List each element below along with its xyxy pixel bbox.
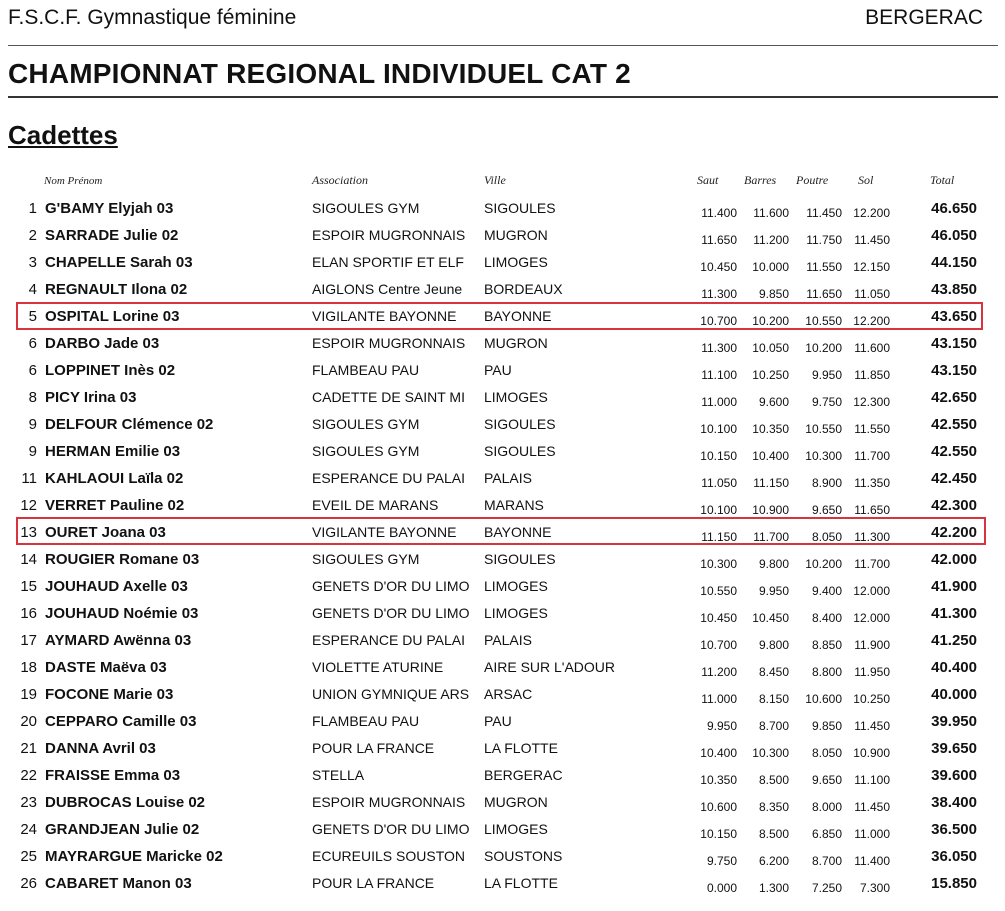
cell-association: EVEIL DE MARANS [312,497,439,513]
cell-rank: 9 [28,443,37,460]
cell-name: SARRADE Julie 02 [45,227,179,244]
cell-barres: 10.450 [752,611,789,625]
column-header-total: Total [930,173,955,187]
cell-ville: AIRE SUR L'ADOUR [484,659,616,675]
cell-name: DUBROCAS Louise 02 [45,794,206,811]
cell-ville: SIGOULES [484,443,556,459]
cell-association: SIGOULES GYM [312,551,420,567]
page-title: CHAMPIONNAT REGIONAL INDIVIDUEL CAT 2 [8,58,631,89]
cell-sol: 11.400 [854,854,890,868]
table-row [0,333,1005,360]
cell-rank: 17 [20,632,37,649]
cell-barres: 9.950 [758,584,789,598]
cell-association: ESPERANCE DU PALAI [312,632,466,648]
cell-poutre: 8.700 [811,854,842,868]
cell-total: 15.850 [931,875,977,892]
cell-poutre: 9.750 [811,395,842,409]
cell-ville: SIGOULES [484,551,556,567]
cell-rank: 5 [28,308,37,325]
cell-sol: 11.950 [854,665,890,679]
cell-ville: SIGOULES [484,416,556,432]
column-header-association: Association [312,173,368,187]
cell-association: FLAMBEAU PAU [312,362,420,378]
cell-rank: 23 [20,794,37,811]
cell-saut: 11.300 [701,287,737,301]
cell-ville: PAU [484,713,512,729]
cell-ville: BERGERAC [484,767,563,783]
cell-poutre: 7.250 [811,881,842,895]
cell-saut: 11.100 [701,368,737,382]
cell-ville: LA FLOTTE [484,875,558,891]
cell-barres: 10.400 [752,449,789,463]
cell-sol: 11.350 [854,476,890,490]
cell-ville: LIMOGES [484,578,548,594]
cell-sol: 11.100 [854,773,890,787]
cell-rank: 20 [20,713,37,730]
cell-name: FRAISSE Emma 03 [45,767,181,784]
cell-poutre: 10.600 [805,692,842,706]
cell-poutre: 9.850 [811,719,842,733]
table-row [0,468,1005,495]
cell-total: 43.850 [931,281,977,298]
cell-saut: 9.750 [706,854,737,868]
cell-association: ESPOIR MUGRONNAIS [312,227,466,243]
table-row [0,846,1005,873]
cell-total: 42.000 [931,551,977,568]
table-row [0,603,1005,630]
table-row [0,360,1005,387]
cell-saut: 10.450 [700,260,737,274]
cell-ville: MUGRON [484,794,548,810]
table-row [0,576,1005,603]
table-row [0,549,1005,576]
cell-rank: 24 [20,821,37,838]
cell-saut: 11.000 [701,692,737,706]
cell-total: 39.600 [931,767,977,784]
cell-name: AYMARD Awënna 03 [45,632,192,649]
cell-rank: 8 [28,389,37,406]
cell-name: DELFOUR Clémence 02 [45,416,214,433]
cell-name: PICY Irina 03 [45,389,137,406]
cell-ville: PALAIS [484,470,532,486]
cell-total: 38.400 [931,794,977,811]
cell-association: POUR LA FRANCE [312,875,435,891]
cell-name: CABARET Manon 03 [45,875,192,892]
cell-association: VIOLETTE ATURINE [312,659,444,675]
table-row [0,792,1005,819]
cell-total: 42.550 [931,416,977,433]
cell-sol: 12.200 [853,314,890,328]
header-divider [8,45,998,46]
cell-total: 44.150 [931,254,977,271]
cell-poutre: 8.400 [811,611,842,625]
cell-saut: 11.200 [701,665,737,679]
table-row [0,819,1005,846]
cell-association: AIGLONS Centre Jeune [312,281,463,297]
cell-association: STELLA [312,767,365,783]
table-row [0,387,1005,414]
cell-barres: 11.150 [753,476,789,490]
cell-poutre: 9.650 [811,503,842,517]
cell-ville: MARANS [484,497,544,513]
cell-association: SIGOULES GYM [312,416,420,432]
cell-sol: 12.300 [853,395,890,409]
cell-total: 46.050 [931,227,977,244]
cell-poutre: 8.800 [811,665,842,679]
cell-poutre: 10.300 [805,449,842,463]
cell-total: 40.400 [931,659,977,676]
cell-saut: 10.100 [700,422,737,436]
cell-ville: SOUSTONS [484,848,563,864]
cell-name: HERMAN Emilie 03 [45,443,181,460]
cell-poutre: 9.400 [811,584,842,598]
cell-total: 43.150 [931,362,977,379]
cell-total: 42.200 [931,524,977,541]
cell-saut: 11.300 [701,341,737,355]
cell-total: 42.550 [931,443,977,460]
column-header-barres: Barres [744,173,777,187]
cell-association: GENETS D'OR DU LIMO [312,605,470,621]
cell-association: ESPERANCE DU PALAI [312,470,466,486]
cell-poutre: 10.550 [805,314,842,328]
cell-name: LOPPINET Inès 02 [45,362,176,379]
table-row [0,684,1005,711]
cell-name: CHAPELLE Sarah 03 [45,254,193,271]
cell-barres: 9.800 [758,557,789,571]
cell-sol: 7.300 [859,881,890,895]
cell-association: VIGILANTE BAYONNE [312,308,457,324]
cell-total: 39.950 [931,713,977,730]
cell-ville: SIGOULES [484,200,556,216]
cell-barres: 10.000 [752,260,789,274]
cell-barres: 8.500 [758,773,789,787]
cell-barres: 8.350 [758,800,789,814]
cell-saut: 10.150 [700,827,737,841]
cell-rank: 19 [20,686,37,703]
cell-total: 42.450 [931,470,977,487]
cell-barres: 9.800 [758,638,789,652]
cell-sol: 12.150 [853,260,890,274]
table-row [0,711,1005,738]
column-header-name: Nom Prénom [44,175,103,187]
cell-name: MAYRARGUE Maricke 02 [45,848,223,865]
cell-saut: 10.550 [700,584,737,598]
cell-sol: 12.000 [853,611,890,625]
cell-barres: 9.850 [758,287,789,301]
column-header-poutre: Poutre [796,173,829,187]
cell-saut: 0.000 [706,881,737,895]
cell-saut: 11.050 [701,476,737,490]
cell-saut: 10.450 [700,611,737,625]
cell-name: GRANDJEAN Julie 02 [45,821,200,838]
cell-barres: 11.600 [753,206,789,220]
cell-name: VERRET Pauline 02 [45,497,185,514]
cell-name: DANNA Avril 03 [45,740,156,757]
cell-saut: 11.650 [701,233,737,247]
cell-saut: 10.700 [700,638,737,652]
cell-sol: 11.550 [854,422,890,436]
cell-total: 36.500 [931,821,977,838]
cell-association: FLAMBEAU PAU [312,713,420,729]
cell-total: 36.050 [931,848,977,865]
cell-name: FOCONE Marie 03 [45,686,174,703]
cell-barres: 11.200 [753,233,789,247]
cell-total: 42.650 [931,389,977,406]
cell-name: KAHLAOUI Laïla 02 [45,470,184,487]
cell-poutre: 8.050 [811,746,842,760]
highlight-box-row-13 [16,517,986,545]
cell-rank: 26 [20,875,37,892]
table-row [0,198,1005,225]
cell-total: 40.000 [931,686,977,703]
cell-sol: 11.700 [854,449,890,463]
cell-poutre: 10.550 [805,422,842,436]
cell-sol: 12.000 [853,584,890,598]
cell-barres: 8.150 [758,692,789,706]
cell-barres: 10.200 [752,314,789,328]
cell-barres: 11.700 [753,530,789,544]
cell-sol: 11.900 [854,638,890,652]
cell-poutre: 11.750 [806,233,842,247]
table-row [0,765,1005,792]
cell-rank: 21 [20,740,37,757]
table-row [0,738,1005,765]
cell-saut: 10.400 [700,746,737,760]
cell-ville: LA FLOTTE [484,740,558,756]
cell-sol: 11.450 [854,800,890,814]
table-row [0,657,1005,684]
cell-poutre: 10.200 [805,341,842,355]
cell-total: 43.150 [931,335,977,352]
cell-name: DARBO Jade 03 [45,335,160,352]
cell-ville: BORDEAUX [484,281,563,297]
cell-name: OSPITAL Lorine 03 [45,308,180,325]
cell-poutre: 9.950 [811,368,842,382]
cell-ville: LIMOGES [484,254,548,270]
cell-saut: 9.950 [706,719,737,733]
cell-association: CADETTE DE SAINT MI [312,389,465,405]
cell-rank: 2 [28,227,37,244]
cell-association: ECUREUILS SOUSTON [312,848,465,864]
cell-barres: 6.200 [758,854,789,868]
federation-label: F.S.C.F. Gymnastique féminine [8,6,297,29]
cell-rank: 18 [20,659,37,676]
city-label: BERGERAC [865,6,983,29]
cell-barres: 10.250 [752,368,789,382]
cell-saut: 11.000 [701,395,737,409]
cell-total: 42.300 [931,497,977,514]
cell-sol: 11.700 [854,557,890,571]
cell-sol: 11.450 [854,233,890,247]
cell-barres: 10.050 [752,341,789,355]
cell-barres: 10.350 [752,422,789,436]
column-header-saut: Saut [697,173,719,187]
cell-saut: 10.700 [700,314,737,328]
cell-name: OURET Joana 03 [45,524,166,541]
table-row [0,873,1005,900]
cell-ville: LIMOGES [484,389,548,405]
cell-association: ESPOIR MUGRONNAIS [312,794,466,810]
cell-ville: LIMOGES [484,821,548,837]
cell-ville: MUGRON [484,335,548,351]
cell-name: G'BAMY Elyjah 03 [45,200,174,217]
cell-sol: 12.200 [853,206,890,220]
cell-rank: 1 [28,200,37,217]
cell-ville: PALAIS [484,632,532,648]
cell-poutre: 8.050 [811,530,842,544]
highlight-box-row-5 [16,302,983,330]
cell-total: 43.650 [931,308,977,325]
cell-name: ROUGIER Romane 03 [45,551,200,568]
cell-barres: 9.600 [758,395,789,409]
cell-sol: 11.050 [854,287,890,301]
cell-sol: 10.900 [853,746,890,760]
cell-sol: 10.250 [853,692,890,706]
cell-saut: 10.300 [700,557,737,571]
cell-association: SIGOULES GYM [312,200,420,216]
title-divider [8,96,998,98]
cell-association: POUR LA FRANCE [312,740,435,756]
cell-rank: 6 [28,335,37,352]
cell-sol: 11.850 [854,368,890,382]
cell-barres: 8.700 [758,719,789,733]
cell-barres: 8.500 [758,827,789,841]
cell-saut: 10.350 [700,773,737,787]
cell-poutre: 8.900 [811,476,842,490]
table-row [0,225,1005,252]
cell-rank: 14 [20,551,37,568]
cell-association: UNION GYMNIQUE ARS [312,686,470,702]
cell-rank: 12 [20,497,37,514]
table-row [0,252,1005,279]
table-row [0,414,1005,441]
cell-ville: BAYONNE [484,524,552,540]
cell-barres: 10.300 [752,746,789,760]
section-title: Cadettes [8,120,118,150]
cell-ville: PAU [484,362,512,378]
cell-sol: 11.000 [854,827,890,841]
cell-rank: 25 [20,848,37,865]
cell-poutre: 6.850 [811,827,842,841]
cell-poutre: 8.850 [811,638,842,652]
cell-rank: 9 [28,416,37,433]
cell-saut: 10.600 [700,800,737,814]
cell-name: JOUHAUD Noémie 03 [45,605,199,622]
cell-total: 41.250 [931,632,977,649]
cell-rank: 15 [20,578,37,595]
cell-total: 41.900 [931,578,977,595]
cell-sol: 11.600 [854,341,890,355]
column-header-ville: Ville [484,173,506,187]
cell-poutre: 11.550 [806,260,842,274]
cell-total: 46.650 [931,200,977,217]
table-row [0,630,1005,657]
cell-association: ESPOIR MUGRONNAIS [312,335,466,351]
cell-poutre: 11.450 [806,206,842,220]
cell-rank: 3 [28,254,37,271]
cell-association: VIGILANTE BAYONNE [312,524,457,540]
cell-rank: 16 [20,605,37,622]
cell-association: SIGOULES GYM [312,443,420,459]
cell-total: 39.650 [931,740,977,757]
cell-saut: 10.150 [700,449,737,463]
cell-association: ELAN SPORTIF ET ELF [312,254,464,270]
cell-rank: 22 [20,767,37,784]
cell-sol: 11.650 [854,503,890,517]
cell-ville: MUGRON [484,227,548,243]
cell-saut: 11.400 [701,206,737,220]
cell-poutre: 10.200 [805,557,842,571]
column-header-sol: Sol [858,173,874,187]
cell-rank: 4 [28,281,37,298]
cell-rank: 6 [28,362,37,379]
cell-barres: 10.900 [752,503,789,517]
cell-name: CEPPARO Camille 03 [45,713,197,730]
cell-barres: 1.300 [758,881,789,895]
cell-name: DASTE Maëva 03 [45,659,167,676]
cell-association: GENETS D'OR DU LIMO [312,578,470,594]
cell-saut: 10.100 [700,503,737,517]
cell-poutre: 8.000 [811,800,842,814]
cell-name: REGNAULT Ilona 02 [45,281,188,298]
cell-sol: 11.450 [854,719,890,733]
cell-poutre: 9.650 [811,773,842,787]
cell-ville: ARSAC [484,686,533,702]
cell-rank: 11 [21,470,37,487]
table-row [0,441,1005,468]
cell-barres: 8.450 [758,665,789,679]
cell-sol: 11.300 [854,530,890,544]
cell-poutre: 11.650 [806,287,842,301]
cell-saut: 11.150 [701,530,737,544]
cell-total: 41.300 [931,605,977,622]
cell-name: JOUHAUD Axelle 03 [45,578,188,595]
cell-rank: 13 [20,524,37,541]
cell-ville: LIMOGES [484,605,548,621]
cell-ville: BAYONNE [484,308,552,324]
cell-association: GENETS D'OR DU LIMO [312,821,470,837]
